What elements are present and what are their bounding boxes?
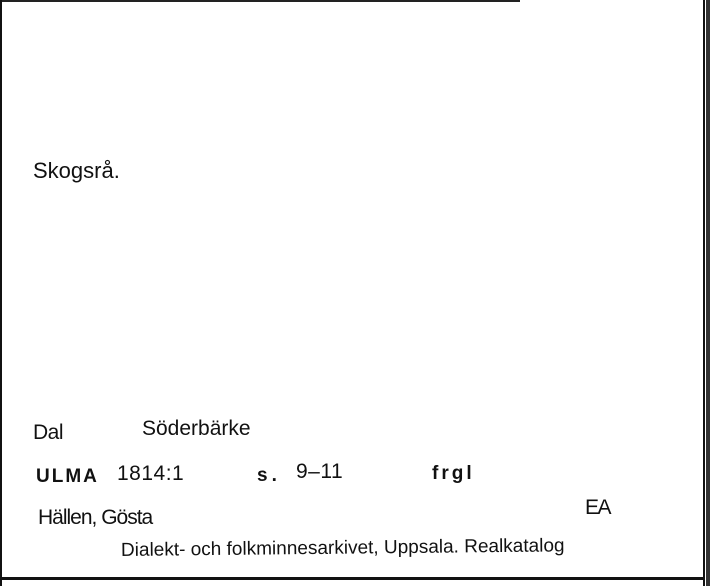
collector-name: Hällen, Gösta (38, 506, 153, 529)
parish-label: Söderbärke (142, 417, 251, 440)
card-left-edge (0, 0, 2, 586)
region-label: Dal (33, 421, 64, 444)
subject-heading: Skogsrå. (33, 158, 120, 183)
page-label: s. (257, 465, 281, 486)
card-top-edge (0, 0, 520, 2)
record-number: 1814:1 (117, 462, 185, 485)
category-code: EA (585, 496, 611, 519)
card-bottom-edge (0, 577, 705, 580)
archive-footer: Dialekt- och folkminnesarkivet, Uppsala. Realkatalog (120, 535, 565, 561)
card-right-edge (703, 0, 705, 586)
record-type: frgl (432, 463, 475, 484)
card-right-shadow (706, 0, 710, 586)
page-range: 9–11 (296, 460, 344, 483)
archive-code: ULMA (36, 466, 99, 487)
